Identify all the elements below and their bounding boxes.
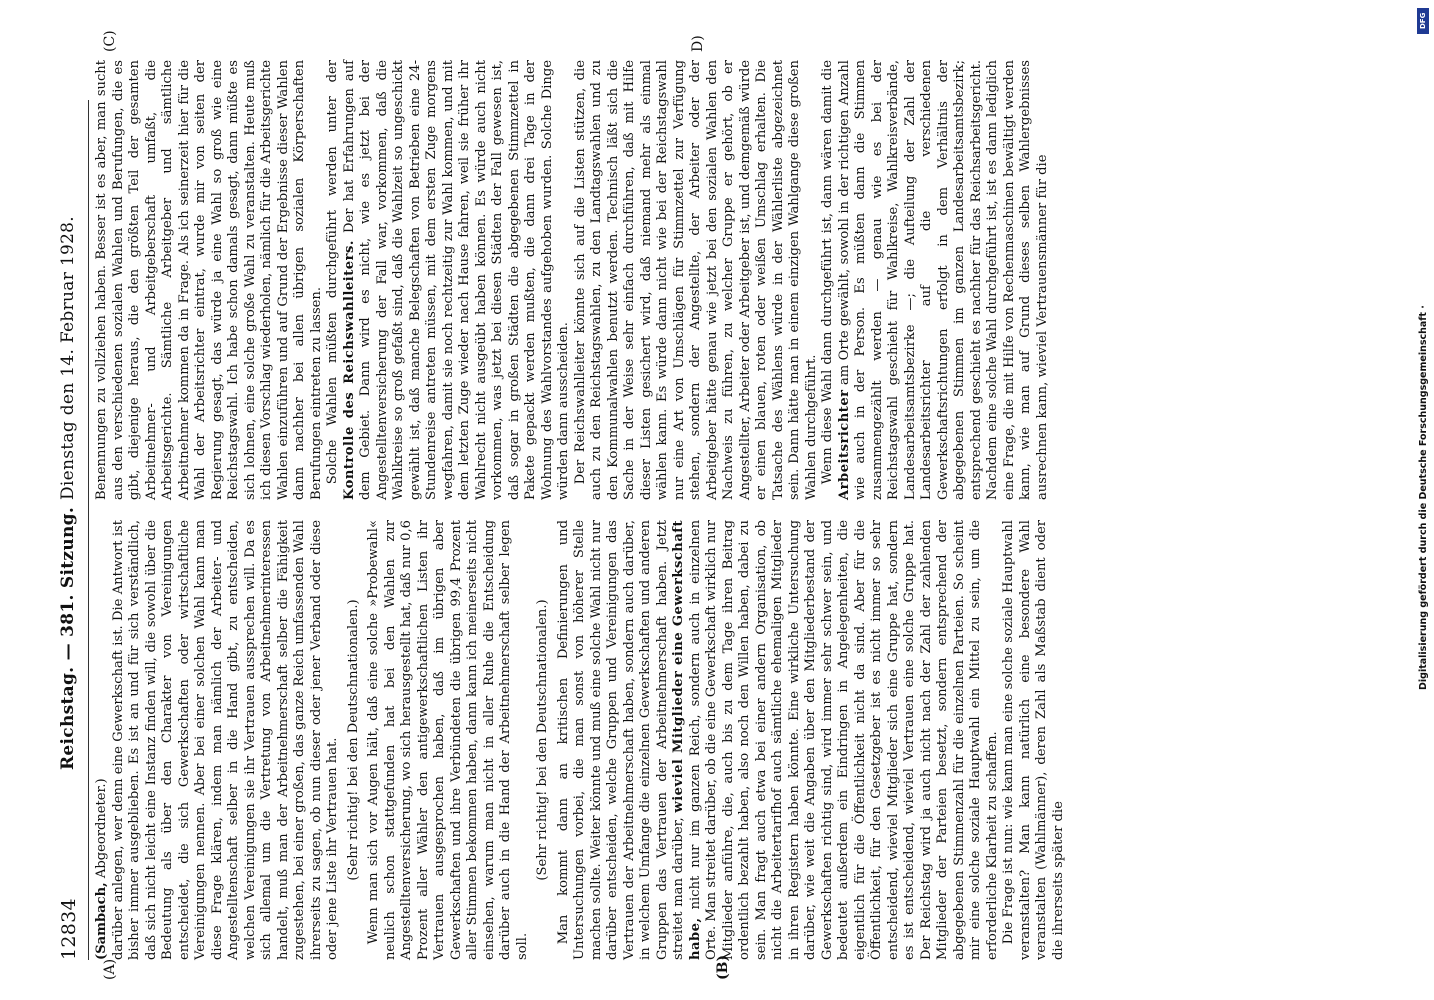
paragraph — [325, 60, 573, 500]
speaker-role: Abgeordneter.) — [94, 778, 109, 879]
paragraph-text: Solche Wahlen müßten durchgeführt werden unter der — [325, 60, 340, 485]
paragraph-text: Man kommt dann an kritischen Definierungen und Untersuchungen vorbei, die man sonst von höherer Stelle machen sollte. Weiter könnte und muß eine solche Wahl nicht nur darüber entscheiden, welche Gruppen und Vereinigungen das Vertrauen der Arbeitnehmerschaft haben, sondern auch darüber, in welchem Umfange die einzelnen Gewerkschaften und anderen Gruppen das Vertrauen der Arbeitnehmerschaft haben. Jetzt streitet man darüber, — [555, 520, 686, 960]
page-number: 12834 — [58, 898, 80, 960]
header-title: Reichstag. — 381. Sitzung. — [58, 506, 78, 770]
paragraph — [556, 520, 1002, 960]
margin-mark-c: (C) — [102, 30, 118, 52]
digitization-note — [1414, 0, 1434, 1000]
speaker-name: (Sambach, — [94, 882, 109, 960]
emphasis-text: Arbeitsrichter — [836, 389, 852, 500]
header-rule — [88, 100, 89, 960]
margin-mark-b: (B) — [715, 954, 731, 980]
emphasis-text: Kontrolle des Reichswahlleiters. — [341, 240, 357, 500]
dfg-logo: DFG — [1417, 8, 1429, 34]
paragraph-text: nicht nur im ganzen Reich, sondern auch in einzelnen Orte. Man streitet darüber, ob die eine Gewerkschaft wirklich nur Mitglieder anführe, die, auch bis zu dem Tage ihren Beitrag ordentlich bezahlt haben, also noch den Willen haben, dabei zu sein. Man fragt auch etwa bei einer andern Organisation, ob nicht die Arbeitertarifhof auch sämtliche ehemaligen Mitglieder in ihren Registern haben könnte. Eine wirkliche Untersuchung darüber, wie weit die Angaben über den Mitgliederbestand der Gewerkschaften richtig sind, wird immer sehr schwer sein, und bedeutet außerdem ein Eindringen in Angelegenheiten, die eigentlich für die Öffentlichkeit nicht da sind. Aber für die Öffentlichkeit, für den Gesetzgeber ist es nicht immer so sehr entscheidend, wieviel Mitglieder sich eine Gruppe hat, sondern es ist entscheidend, wieviel Vertrauen eine solche Gruppe hat. Der Reichstag wird ja auch nicht nach der Zahl der zahlenden Mitglieder der Parteien besetzt, sondern entsprechend der abgegebenen Stimmenzahl für die einzelnen Parteien. So scheint mir eine solche soziale Hauptwahl ein Mittel zu sein, um die erforderliche Klarheit zu schaffen. — [687, 520, 1000, 960]
paragraph-text: am Orte gewählt, sowohl in der richtigen Anzahl wie auch in der Person. Es müßten dann die Stimmen zusammengezählt werden — genau wie es bei der Reichstagswahl geschieht für Wahlkreise, Wahlkreisverbände, Landesarbeitsamtsbezirke —; die Aufteilung der Zahl der Landesarbeitsrichter auf die verschiedenen Gewerkschaftsrichtungen erfolgt in dem Verhältnis der abgegebenen Stimmen im ganzen Landesarbeitsamtsbezirk; entsprechend geschieht es nachher für das Reichsarbeitsgericht. Nachdem eine solche Wahl durchgeführt ist, ist es dann lediglich eine Frage, die mit Hilfe von Rechenmaschinen bewältigt werden kann, wie man auf Grund dieses selben Wahlergebnisses ausrechnen kann, wieviel Vertrauensmänner für die — [836, 60, 1050, 500]
paragraph-text: Der hat Erfahrungen auf dem Gebiet. Dann wird es nicht, wie es jetzt bei der Angestelltenversicherung der Fall war, vorkommen, daß die Wahlkreise so groß gefaßt sind, daß die Wahlzeit so ungeschickt gewählt ist, daß manche Belegschaften von Betrieben eine 24-Stundenreise antreten müssen, mit dem ersten Zuge morgens wegfahren, damit sie noch rechtzeitig zur Wahl kommen, und mit dem letzten Zuge wieder nach Hause fahren, weil sie früher ihr Wahlrecht nicht ausgeübt haben können. Es würde auch nicht vorkommen, was jetzt bei diesen Städten der Fall gewesen ist, daß sogar in großen Städten die abgegebenen Stimmzettel in Pakete gepackt werden mußten, die dann drei Tage in der Wohnung des Wahlvorstandes aufgehoben wurden. Solche Dinge würden dann ausscheiden. — [341, 60, 571, 500]
paragraph: Benennungen zu vollziehen haben. Besser ist es aber, man sucht aus den verschiedenen sozialen Wahlen und Berufungen, die es gibt, diejenige heraus, die den größten Teil der gesamten Arbeitnehmer- und Arbeitgeberschaft umfaßt, die Arbeitsgerichte. Sämtliche Arbeitgeber und sämtliche Arbeitnehmer kommen da in Frage. Als ich seinerzeit hier für die Wahl der Arbeitsrichter eintrat, wurde mir von seiten der Regierung gesagt, das würde ja eine Wahl so groß wie eine Reichstagswahl. Ich habe schon damals gesagt, dann müßte es sich lohnen, eine solche große Wahl zu veranstalten. Heute muß ich diesen Vorschlag wiederholen, nämlich für die Arbeitsgerichte Wahlen einzuführen und auf Grund der Ergebnisse dieser Wahlen dann nachher bei allen übrigen sozialen Körperschaften Berufungen eintreten zu lassen. — [94, 60, 324, 500]
paragraph: Wenn man sich vor Augen hält, daß eine solche »Probewahl« neulich schon stattgefunden hat bei den Wahlen zur Angestelltenversicherung, wo sich herausgestellt hat, daß nur 0,6 Prozent aller Wähler den antigewerkschaftlichen Listen ihr Vertrauen ausgesprochen haben, daß im übrigen aber Gewerkschaften und ihre Verbündeten die übrigen 99,4 Prozent aller Stimmen bekommen haben, dann kann ich meinerseits nicht einsehen, warum man nicht in aller Ruhe die Entscheidung darüber auch in die Hand der Arbeitnehmerschaft selber legen soll. — [366, 520, 530, 960]
paragraph: darüber anlegen, wer denn eine Gewerkschaft ist. Die Antwort ist bisher immer ausgeblieben. Es ist an und für sich verständlich, daß sich nicht leicht eine Instanz finden will, die sowohl über die Bedeutung als über den Charakter von Vereinigungen entscheidet, die sich Gewerkschaften oder wirtschaftliche Vereinigungen nennen. Aber bei einer solchen Wahl kann man diese Frage klären, indem man nämlich der Arbeiter- und Angestelltenschaft selber in die Hand gibt, zu entscheiden, welchen Vereinigungen sie ihr Vertrauen aussprechen will. Da es sich allemal um die Vertretung von Arbeitnehmerinteressen handelt, muß man der Arbeitnehmerschaft selber die Fähigkeit zugestehen, bei einer großen, das ganze Reich umfassenden Wahl ihrerseits zu sagen, ob nun dieser oder jener Verband oder diese oder jene Liste ihr Vertrauen hat. — [110, 520, 340, 960]
paragraph-text: Wenn diese Wahl dann durchgeführt ist, dann wären damit die — [820, 60, 835, 485]
right-column — [94, 60, 1051, 500]
paragraph: Die Frage ist nun: wie kann man eine solche soziale Hauptwahl veranstalten? Man kann natürlich eine besondere Wahl veranstalten (Wahlmänner), deren Zahl als Maßstab dient oder die ihrerseits später die — [1001, 520, 1066, 960]
page-header — [50, 100, 90, 960]
interjection: (Sehr richtig! bei den Deutschnationalen.) — [345, 599, 361, 881]
document-page — [50, 0, 1402, 1000]
margin-mark-d: D) — [690, 35, 706, 52]
paragraph: Der Reichswahlleiter könnte sich auf die Listen stützen, die auch zu den Reichstagswahlen, zu den Landtagswahlen und zu den Kommunalwahlen benutzt werden. Technisch läßt sich die Sache in der Weise sehr einfach durchführen, daß mit Hilfe dieser Listen gesichert wird, daß niemand mehr als einmal wählen kann. Es würde dann nicht wie bei der Reichstagswahl nur eine Art von Umschlägen für Stimmzettel zur Verfügung stehen, sondern der Angestellte, der Arbeiter oder der Arbeitgeber hätte genau wie jetzt bei den sozialen Wahlen den Nachweis zu führen, zu welcher Gruppe er gehört, ob er Angestellter, Arbeiter oder Arbeitgeber ist, und demgemäß würde er einen blauen, roten oder weißen Umschlag erhalten. Die Tatsache des Wählens würde in der Wählerliste abgezeichnet sein. Dann hätte man in einem einzigen Wahlgange diese großen Wahlen durchgeführt. — [572, 60, 819, 500]
left-column — [94, 520, 1067, 960]
emphasis-text: wieviel Mitglieder eine Gewerkschaft habe, — [671, 520, 703, 960]
margin-mark-a: (A) — [102, 958, 118, 980]
digitization-note-text: Digitalisierung gefördert durch die Deutsche Forschungsgemeinschaft · — [1418, 305, 1429, 690]
interjection: (Sehr richtig! bei den Deutschnationalen.) — [535, 599, 550, 881]
paragraph — [820, 60, 1051, 500]
speaker-line — [94, 520, 111, 960]
header-date: Dienstag den 14. Februar 1928. — [58, 215, 78, 500]
